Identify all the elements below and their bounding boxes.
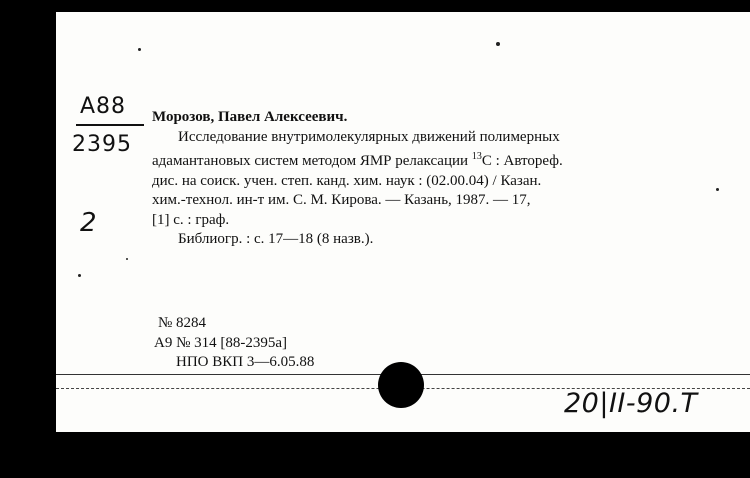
publisher-line: НПО ВКП 3—6.05.88 [176, 354, 315, 370]
author-heading: Морозов, Павел Алексеевич. [152, 109, 348, 125]
card-number: № 8284 [158, 315, 207, 331]
handwritten-mark: 2 [80, 208, 97, 238]
punch-hole [378, 362, 424, 408]
shelf-mark-bottom: 2395 [72, 132, 132, 157]
speck [78, 274, 81, 277]
title-line-1: Исследование внутримолекулярных движений полимерных [178, 128, 560, 145]
card-numbers [154, 314, 314, 373]
bibliography-note: Библиогр. : с. 17—18 (8 назв.). [178, 231, 374, 247]
shelf-mark-divider [76, 124, 144, 126]
speck [126, 258, 128, 260]
handwritten-date: 20|II-90.Т [564, 388, 698, 419]
catalog-card [56, 12, 750, 432]
title-line-2 [152, 147, 722, 172]
speck [138, 48, 141, 51]
isotope-superscript: 13 [471, 151, 482, 162]
title-line-3: дис. на соиск. учен. степ. канд. хим. наук : (02.00.04) / Казан. [152, 172, 542, 189]
title-line-2-tail: C : Автореф. [481, 153, 563, 169]
bibliographic-entry [152, 108, 722, 250]
title-line-2-text: адамантановых систем методом ЯМР релаксации [152, 153, 469, 169]
title-line-4: хим.-технол. ин-т им. С. М. Кирова. — Казань, 1987. — 17, [152, 192, 531, 208]
title-line-5: [1] с. : граф. [152, 211, 230, 228]
shelf-mark-top: А88 [80, 94, 127, 119]
catalog-number: А9 № 314 [88-2395а] [154, 334, 288, 351]
speck [496, 42, 500, 46]
speck [716, 188, 719, 191]
